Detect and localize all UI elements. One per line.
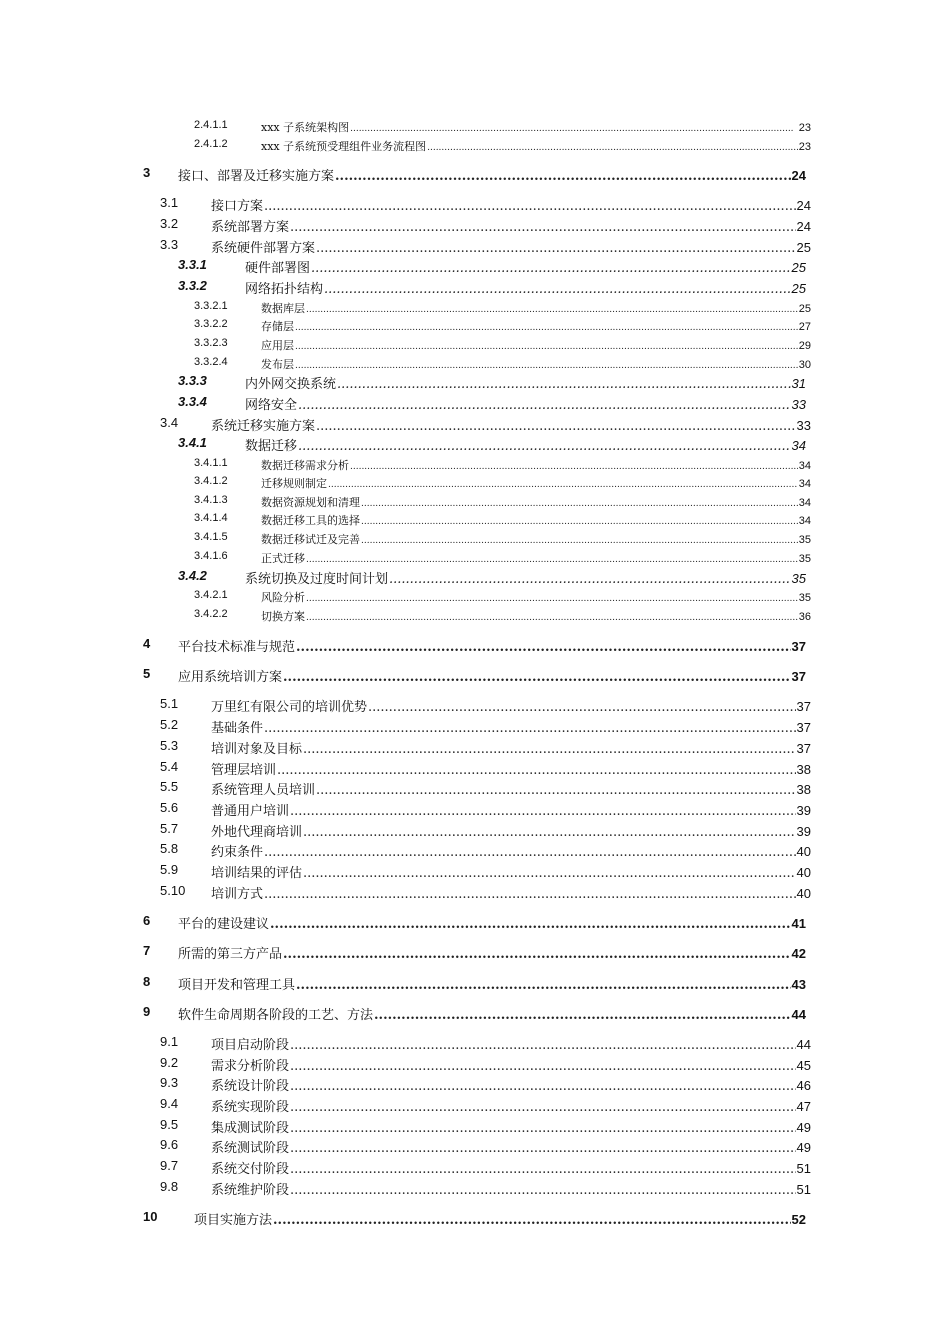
toc-leader <box>290 1141 796 1156</box>
toc-page: 40 <box>796 865 811 880</box>
toc-entry[interactable] <box>178 257 806 276</box>
toc-page: 38 <box>796 782 811 797</box>
toc-leader <box>306 613 798 623</box>
toc-title: 项目启动阶段 <box>211 1038 290 1053</box>
toc-entry[interactable] <box>194 494 811 510</box>
toc-page: 35 <box>791 571 806 586</box>
toc-leader <box>337 377 791 392</box>
toc-page: 24 <box>796 198 811 213</box>
toc-title: 数据迁移工具的选择 <box>261 514 360 527</box>
toc-leader <box>427 143 798 153</box>
toc-leader <box>368 700 796 715</box>
toc-title: 约束条件 <box>211 845 264 860</box>
toc-page: 49 <box>796 1140 811 1155</box>
toc-page: 34 <box>798 460 811 472</box>
toc-number: 3.4.1.5 <box>194 531 228 543</box>
toc-entry[interactable] <box>160 738 811 757</box>
toc-page: 39 <box>796 803 811 818</box>
toc-page: 25 <box>798 303 811 315</box>
toc-entry[interactable] <box>160 821 811 840</box>
toc-number: 3.4.2.1 <box>194 589 228 601</box>
toc-entry[interactable] <box>160 415 811 434</box>
toc-title: xxx 子系统架构图 <box>261 121 350 134</box>
toc-number: 3.1 <box>160 195 179 210</box>
toc-page: 41 <box>791 916 806 931</box>
toc-page: 30 <box>798 359 811 371</box>
toc-page: 51 <box>796 1161 811 1176</box>
toc-title: 平台技术标准与规范 <box>178 640 296 655</box>
toc-number: 5 <box>143 666 151 681</box>
toc-number: 2.4.1.2 <box>194 138 228 150</box>
toc-entry[interactable] <box>194 337 811 353</box>
toc-number: 9.1 <box>160 1034 179 1049</box>
toc-leader <box>264 845 796 860</box>
toc-number: 5.7 <box>160 821 179 836</box>
toc-entry[interactable] <box>178 568 806 587</box>
toc-title: 数据资源规划和清理 <box>261 496 360 509</box>
toc-number: 9.2 <box>160 1055 179 1070</box>
toc-page: 23 <box>798 122 811 134</box>
toc-number: 5.3 <box>160 738 179 753</box>
toc-entry[interactable] <box>178 435 806 454</box>
toc-title: 数据迁移试迁及完善 <box>261 533 360 546</box>
toc-leader <box>298 439 791 454</box>
toc-page: 42 <box>791 946 806 961</box>
toc-number: 3.3.2.1 <box>194 300 228 312</box>
toc-number: 3.4.1.3 <box>194 494 228 506</box>
toc-page: 37 <box>796 699 811 714</box>
toc-entry[interactable] <box>160 1179 811 1198</box>
toc-title: 硬件部署图 <box>245 261 311 276</box>
toc-title: 接口方案 <box>211 199 264 214</box>
toc-entry[interactable] <box>178 278 806 297</box>
toc-entry[interactable] <box>194 356 811 372</box>
toc-leader <box>324 282 791 297</box>
toc-number: 9.8 <box>160 1179 179 1194</box>
toc-title: 软件生命周期各阶段的工艺、方法 <box>178 1008 374 1023</box>
toc-leader <box>290 1121 796 1136</box>
toc-leader <box>389 572 791 587</box>
toc-page: 44 <box>796 1037 811 1052</box>
toc-leader <box>328 480 798 490</box>
toc-leader <box>264 887 796 902</box>
toc-entry[interactable] <box>143 974 806 993</box>
toc-number: 3.3.4 <box>178 394 207 409</box>
toc-entry[interactable] <box>160 1158 811 1177</box>
toc-number: 3.3.2 <box>178 278 207 293</box>
toc-leader <box>290 1079 796 1094</box>
toc-entry[interactable] <box>160 237 811 256</box>
toc-page: 39 <box>796 824 811 839</box>
toc-entry[interactable] <box>160 1096 811 1115</box>
toc-entry[interactable] <box>160 1137 811 1156</box>
toc-page: 43 <box>791 977 806 992</box>
toc-page: 35 <box>798 592 811 604</box>
toc-leader <box>270 917 791 932</box>
toc-page: 49 <box>796 1120 811 1135</box>
toc-entry[interactable] <box>194 608 811 624</box>
toc-title: 系统管理人员培训 <box>211 783 316 798</box>
toc-entry[interactable] <box>160 216 811 235</box>
toc-number: 9.7 <box>160 1158 179 1173</box>
toc-leader <box>306 555 798 565</box>
toc-entry[interactable] <box>160 1055 811 1074</box>
toc-entry[interactable] <box>194 318 811 334</box>
toc-title: 万里红有限公司的培训优势 <box>211 700 368 715</box>
toc-number: 3.4.2.2 <box>194 608 228 620</box>
toc-number: 10 <box>143 1209 158 1224</box>
toc-entry[interactable] <box>178 394 806 413</box>
toc-page: 44 <box>791 1007 806 1022</box>
toc-entry[interactable] <box>143 165 806 184</box>
toc-number: 8 <box>143 974 151 989</box>
toc-leader <box>283 670 791 685</box>
toc-leader <box>306 594 798 604</box>
toc-title: 平台的建设建议 <box>178 917 270 932</box>
toc-title: 管理层培训 <box>211 763 277 778</box>
toc-entry[interactable] <box>194 512 811 528</box>
toc-title: 培训方式 <box>211 887 264 902</box>
toc-title: 数据迁移需求分析 <box>261 459 349 472</box>
toc-title: 系统交付阶段 <box>211 1162 290 1177</box>
toc-page: 36 <box>798 611 811 623</box>
toc-entry[interactable] <box>160 779 811 798</box>
toc-leader <box>361 499 798 509</box>
toc-title: 系统实现阶段 <box>211 1100 290 1115</box>
toc-leader <box>264 199 796 214</box>
toc-leader <box>290 804 796 819</box>
toc-entry[interactable] <box>160 841 811 860</box>
toc-number: 3.4.1.6 <box>194 550 228 562</box>
toc-number: 3.4.1.1 <box>194 457 228 469</box>
toc-number: 3.3.2.2 <box>194 318 228 330</box>
toc-number: 5.9 <box>160 862 179 877</box>
toc-leader <box>306 305 798 315</box>
toc-entry[interactable] <box>194 475 811 491</box>
toc-leader <box>290 1183 796 1198</box>
toc-page: 40 <box>796 844 811 859</box>
toc-leader <box>283 947 791 962</box>
toc-leader <box>316 241 796 256</box>
toc-leader <box>295 342 798 352</box>
toc-title: 迁移规则制定 <box>261 477 327 490</box>
toc-title: 切换方案 <box>261 610 305 623</box>
toc-page: 24 <box>791 168 806 183</box>
toc-entry[interactable] <box>194 119 811 135</box>
toc-title: 网络拓扑结构 <box>245 282 324 297</box>
toc-leader <box>361 536 798 546</box>
toc-title: 接口、部署及迁移实施方案 <box>178 169 335 184</box>
toc-page: 37 <box>791 639 806 654</box>
toc-number: 7 <box>143 943 151 958</box>
toc-leader <box>290 1038 796 1053</box>
toc-title: 系统设计阶段 <box>211 1079 290 1094</box>
toc-leader <box>316 783 796 798</box>
toc-number: 3.4.2 <box>178 568 207 583</box>
toc-leader <box>290 220 796 235</box>
toc-title: 培训结果的评估 <box>211 866 303 881</box>
toc-leader <box>303 866 796 881</box>
toc-number: 3 <box>143 165 151 180</box>
toc-title: xxx 子系统预受理组件业务流程图 <box>261 140 427 153</box>
toc-number: 3.4.1.2 <box>194 475 228 487</box>
toc-title: 集成测试阶段 <box>211 1121 290 1136</box>
toc-entry[interactable] <box>143 1004 806 1023</box>
toc-title: 项目实施方法 <box>194 1213 273 1228</box>
toc-number: 4 <box>143 636 151 651</box>
toc-number: 5.4 <box>160 759 179 774</box>
toc-title: 系统切换及过度时间计划 <box>245 572 389 587</box>
toc-number: 3.3.2.3 <box>194 337 228 349</box>
toc-title: 系统部署方案 <box>211 220 290 235</box>
toc-number: 5.6 <box>160 800 179 815</box>
toc-leader <box>290 1059 796 1074</box>
toc-title: 培训对象及目标 <box>211 742 303 757</box>
toc-number: 3.2 <box>160 216 179 231</box>
toc-leader <box>335 169 791 184</box>
toc-page: 29 <box>798 340 811 352</box>
toc-title: 发布层 <box>261 358 294 371</box>
toc-number: 3.3.2.4 <box>194 356 228 368</box>
toc-number: 3.4 <box>160 415 179 430</box>
toc-entry[interactable] <box>160 696 811 715</box>
toc-leader <box>295 361 798 371</box>
toc-title: 数据迁移 <box>245 439 298 454</box>
toc-page: 45 <box>796 1058 811 1073</box>
toc-number: 3.3 <box>160 237 179 252</box>
toc-leader <box>296 978 791 993</box>
toc-leader <box>295 323 798 333</box>
toc-page: 47 <box>796 1099 811 1114</box>
toc-entry[interactable] <box>160 717 811 736</box>
toc-entry[interactable] <box>160 862 811 881</box>
toc-leader <box>350 462 798 472</box>
toc-title: 正式迁移 <box>261 552 305 565</box>
toc-title: 系统测试阶段 <box>211 1141 290 1156</box>
toc-entry[interactable] <box>143 943 806 962</box>
toc-number: 3.3.1 <box>178 257 207 272</box>
toc-entry[interactable] <box>143 636 806 655</box>
toc-page: 27 <box>798 321 811 333</box>
toc-title: 应用系统培训方案 <box>178 670 283 685</box>
toc-page: 34 <box>798 497 811 509</box>
toc-page: 37 <box>796 741 811 756</box>
toc-title: 网络安全 <box>245 398 298 413</box>
toc-number: 9 <box>143 1004 151 1019</box>
toc-number: 5.2 <box>160 717 179 732</box>
toc-number: 9.5 <box>160 1117 179 1132</box>
toc-page: 52 <box>791 1212 806 1227</box>
toc-entry[interactable] <box>143 666 806 685</box>
toc-title: 风险分析 <box>261 591 305 604</box>
toc-page: 35 <box>798 553 811 565</box>
toc-page: 51 <box>796 1182 811 1197</box>
toc-number: 5.8 <box>160 841 179 856</box>
toc-number: 3.3.3 <box>178 373 207 388</box>
toc-title: 所需的第三方产品 <box>178 947 283 962</box>
toc-title: 数据库层 <box>261 302 305 315</box>
toc-page: 25 <box>791 281 806 296</box>
toc-number: 3.4.1.4 <box>194 512 228 524</box>
toc-entry[interactable] <box>160 800 811 819</box>
toc-leader <box>303 825 796 840</box>
toc-page: 25 <box>791 260 806 275</box>
toc-page: 33 <box>796 418 811 433</box>
toc-number: 9.6 <box>160 1137 179 1152</box>
toc-leader <box>298 398 791 413</box>
toc-entry[interactable] <box>160 195 811 214</box>
toc-leader <box>264 721 796 736</box>
toc-page: 34 <box>791 438 806 453</box>
toc-title: 需求分析阶段 <box>211 1059 290 1074</box>
toc-title: 系统硬件部署方案 <box>211 241 316 256</box>
toc-number: 9.3 <box>160 1075 179 1090</box>
toc-leader <box>374 1008 791 1023</box>
toc-page: 37 <box>796 720 811 735</box>
toc-leader <box>296 640 791 655</box>
toc-entry[interactable] <box>178 373 806 392</box>
toc-title: 系统迁移实施方案 <box>211 419 316 434</box>
toc-entry[interactable] <box>160 1117 811 1136</box>
toc-number: 5.5 <box>160 779 179 794</box>
toc-number: 3.4.1 <box>178 435 207 450</box>
toc-number: 2.4.1.1 <box>194 119 228 131</box>
toc-title: 项目开发和管理工具 <box>178 978 296 993</box>
toc-entry[interactable] <box>143 913 806 932</box>
toc-page: 31 <box>791 376 806 391</box>
toc-page: 25 <box>796 240 811 255</box>
toc-title: 普通用户培训 <box>211 804 290 819</box>
toc-page: 33 <box>791 397 806 412</box>
toc-entry[interactable] <box>143 1209 806 1228</box>
toc-page: 38 <box>796 762 811 777</box>
toc-leader <box>273 1213 791 1228</box>
toc-leader <box>303 742 796 757</box>
toc-title: 外地代理商培训 <box>211 825 303 840</box>
toc-number: 9.4 <box>160 1096 179 1111</box>
toc-entry[interactable] <box>194 589 811 605</box>
toc-title: 存储层 <box>261 320 294 333</box>
toc-leader <box>316 419 796 434</box>
toc-entry[interactable] <box>160 759 811 778</box>
toc-entry[interactable] <box>194 138 811 154</box>
toc-page: 34 <box>798 515 811 527</box>
toc-title: 应用层 <box>261 339 294 352</box>
toc-entry[interactable] <box>194 550 811 566</box>
toc-title: 基础条件 <box>211 721 264 736</box>
toc-leader <box>350 124 794 134</box>
toc-leader <box>290 1162 796 1177</box>
toc-number: 5.10 <box>160 883 186 898</box>
toc-number: 6 <box>143 913 151 928</box>
toc-leader <box>311 261 791 276</box>
toc-entry[interactable] <box>160 883 811 902</box>
toc-leader <box>290 1100 796 1115</box>
toc-page: 35 <box>798 534 811 546</box>
toc-page: 37 <box>791 669 806 684</box>
toc-page: 24 <box>796 219 811 234</box>
toc-page: 46 <box>796 1078 811 1093</box>
toc-title: 系统维护阶段 <box>211 1183 290 1198</box>
toc-entry[interactable] <box>160 1034 811 1053</box>
toc-leader <box>361 517 798 527</box>
toc-entry[interactable] <box>160 1075 811 1094</box>
toc-title: 内外网交换系统 <box>245 377 337 392</box>
toc-page: 34 <box>798 478 811 490</box>
toc-number: 5.1 <box>160 696 179 711</box>
toc-entry[interactable] <box>194 531 811 547</box>
toc-page: 40 <box>796 886 811 901</box>
toc-leader <box>277 763 796 778</box>
toc-entry[interactable] <box>194 457 811 473</box>
toc-page: 23 <box>798 141 811 153</box>
toc-entry[interactable] <box>194 300 811 316</box>
